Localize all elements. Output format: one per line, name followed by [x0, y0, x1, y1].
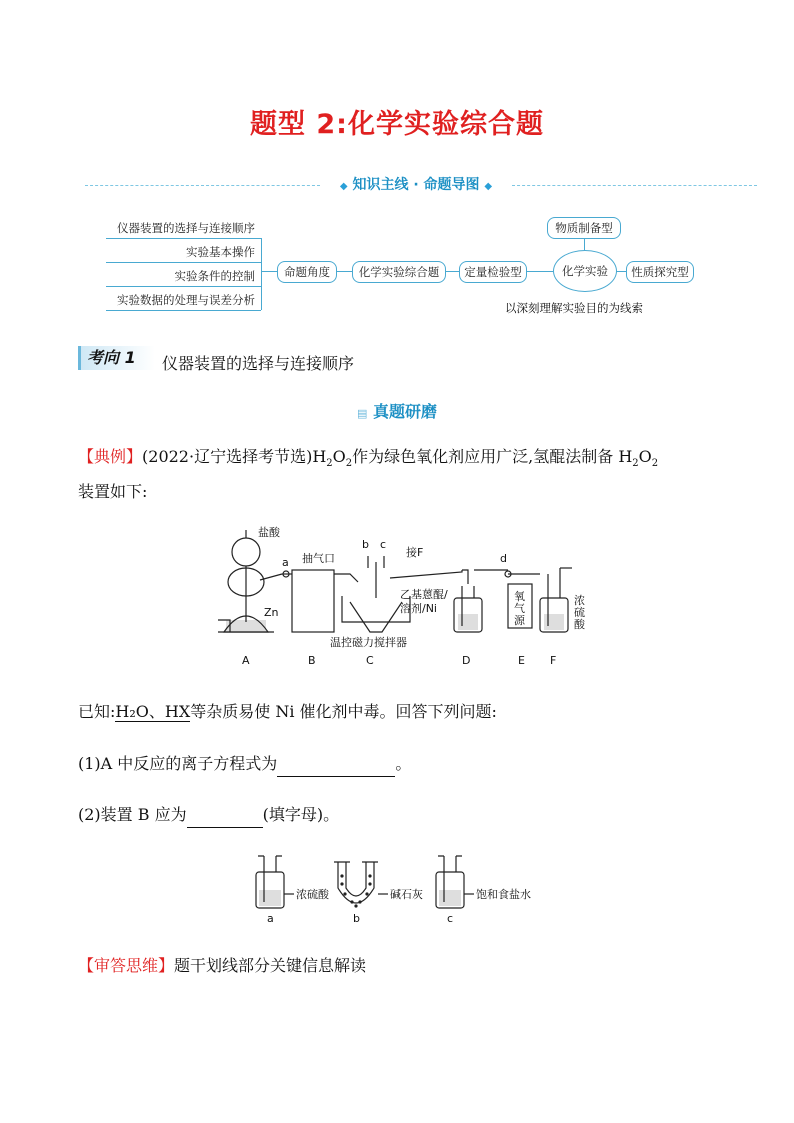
- item-underline: [106, 262, 261, 263]
- label-cat2: 溶剂/Ni: [400, 602, 437, 615]
- known-prefix: 已知:: [78, 702, 116, 721]
- option-c-label: 饱和食盐水: [476, 888, 531, 901]
- page-title: 题型 2:化学实验综合题: [250, 109, 544, 140]
- question-1-text: (1)A 中反应的离子方程式为: [78, 754, 278, 773]
- letter-a: A: [242, 654, 250, 667]
- example-text: 作为绿色氧化剂应用广泛,氢醌法制备: [352, 447, 614, 466]
- label-hcl: 盐酸: [258, 526, 280, 539]
- banner-rule-right: [512, 185, 757, 186]
- section-tag: 考向 1: [78, 346, 155, 370]
- answer-blank-2[interactable]: [187, 809, 263, 828]
- item-underline: [106, 286, 261, 287]
- think-tag: 【审答思维】: [78, 956, 175, 975]
- item-underline: [106, 238, 261, 239]
- label-o2: 气: [514, 602, 525, 615]
- node-center: 化学实验: [553, 250, 617, 292]
- bracket-line: [261, 238, 262, 310]
- section-banner: [321, 174, 511, 194]
- option-a-letter: a: [267, 912, 274, 925]
- label-stirrer: 温控磁力搅拌器: [330, 636, 407, 649]
- mindmap-item-1: 仪器装置的选择与连接顺序: [117, 221, 255, 235]
- node-prop: 性质探究型: [626, 261, 694, 283]
- connector-line: [526, 271, 553, 272]
- apparatus-b: [282, 570, 358, 632]
- mindmap-item-3: 实验条件的控制: [174, 269, 255, 283]
- letter-f: F: [550, 654, 557, 667]
- example-line-1: [78, 444, 728, 477]
- mindmap-caption: 以深刻理解实验目的为线索: [505, 301, 643, 315]
- label-a: a: [282, 556, 289, 569]
- think-line: [78, 953, 366, 979]
- letter-c: C: [366, 654, 374, 667]
- connector-line: [336, 271, 352, 272]
- section-title: 仪器装置的选择与连接顺序: [162, 354, 355, 373]
- node-prep: 物质制备型: [547, 217, 621, 239]
- node-quant: 定量检验型: [459, 261, 527, 283]
- label-port: 抽气口: [302, 552, 335, 565]
- example-line-2: 装置如下:: [78, 482, 148, 501]
- apparatus-diagram: [210, 522, 600, 672]
- connector-line: [445, 271, 459, 272]
- label-acid: 酸: [574, 618, 585, 631]
- options-diagram: [250, 846, 550, 926]
- label-c: c: [380, 538, 387, 551]
- known-text: 等杂质易使 Ni 催化剂中毒。回答下列问题:: [190, 702, 497, 721]
- option-b-letter: b: [353, 912, 360, 925]
- known-underlined: H₂O、HX: [115, 702, 191, 721]
- item-underline: [106, 310, 261, 311]
- label-b: b: [362, 538, 369, 551]
- option-a-label: 浓硫酸: [296, 888, 329, 901]
- label-acid: 硫: [574, 606, 585, 619]
- question-1-end: 。: [395, 754, 412, 773]
- question-2: [78, 802, 339, 828]
- known-line: [78, 699, 728, 725]
- question-1: [78, 751, 411, 777]
- think-text: 题干划线部分关键信息解读: [174, 956, 367, 975]
- question-2-text: (2)装置 B 应为: [78, 805, 187, 824]
- connector-line: [261, 271, 277, 272]
- mindmap-item-4: 实验数据的处理与误差分析: [117, 293, 255, 307]
- label-acid: 浓: [574, 594, 585, 607]
- label-cat1: 乙基蒽醌/: [400, 588, 448, 601]
- mindmap-item-2: 实验基本操作: [186, 245, 255, 259]
- label-o2: 源: [514, 614, 525, 627]
- option-c-letter: c: [447, 912, 454, 925]
- node-angle: 命题角度: [277, 261, 337, 283]
- label-d: d: [500, 552, 507, 565]
- question-2-end: (填字母)。: [262, 805, 340, 824]
- subhead-text: 真题研磨: [372, 402, 437, 421]
- banner-rule-left: [85, 185, 320, 186]
- letter-b: B: [308, 654, 316, 667]
- node-topic: 化学实验综合题: [352, 261, 446, 283]
- book-icon: ▤: [357, 407, 368, 420]
- diamond-icon: ◆: [484, 181, 493, 192]
- diamond-icon: ◆: [339, 181, 348, 192]
- label-zn: Zn: [264, 606, 279, 619]
- formula-h2o2: $H_2O_2$: [618, 447, 659, 470]
- subhead: [0, 399, 794, 422]
- connector-line: [616, 271, 626, 272]
- formula-h2o2: $H_2O_2$: [312, 447, 353, 470]
- label-o2: 氧: [514, 590, 525, 603]
- example-source: (2022·辽宁选择考节选): [142, 447, 313, 466]
- banner-text: 知识主线 · 命题导图: [352, 177, 480, 193]
- letter-d: D: [462, 654, 471, 667]
- answer-blank-1[interactable]: [277, 758, 395, 777]
- label-tof: 接F: [406, 546, 424, 559]
- option-b-label: 碱石灰: [390, 888, 423, 901]
- connector-line: [584, 239, 585, 250]
- letter-e: E: [518, 654, 525, 667]
- example-tag: 【典例】: [78, 447, 143, 466]
